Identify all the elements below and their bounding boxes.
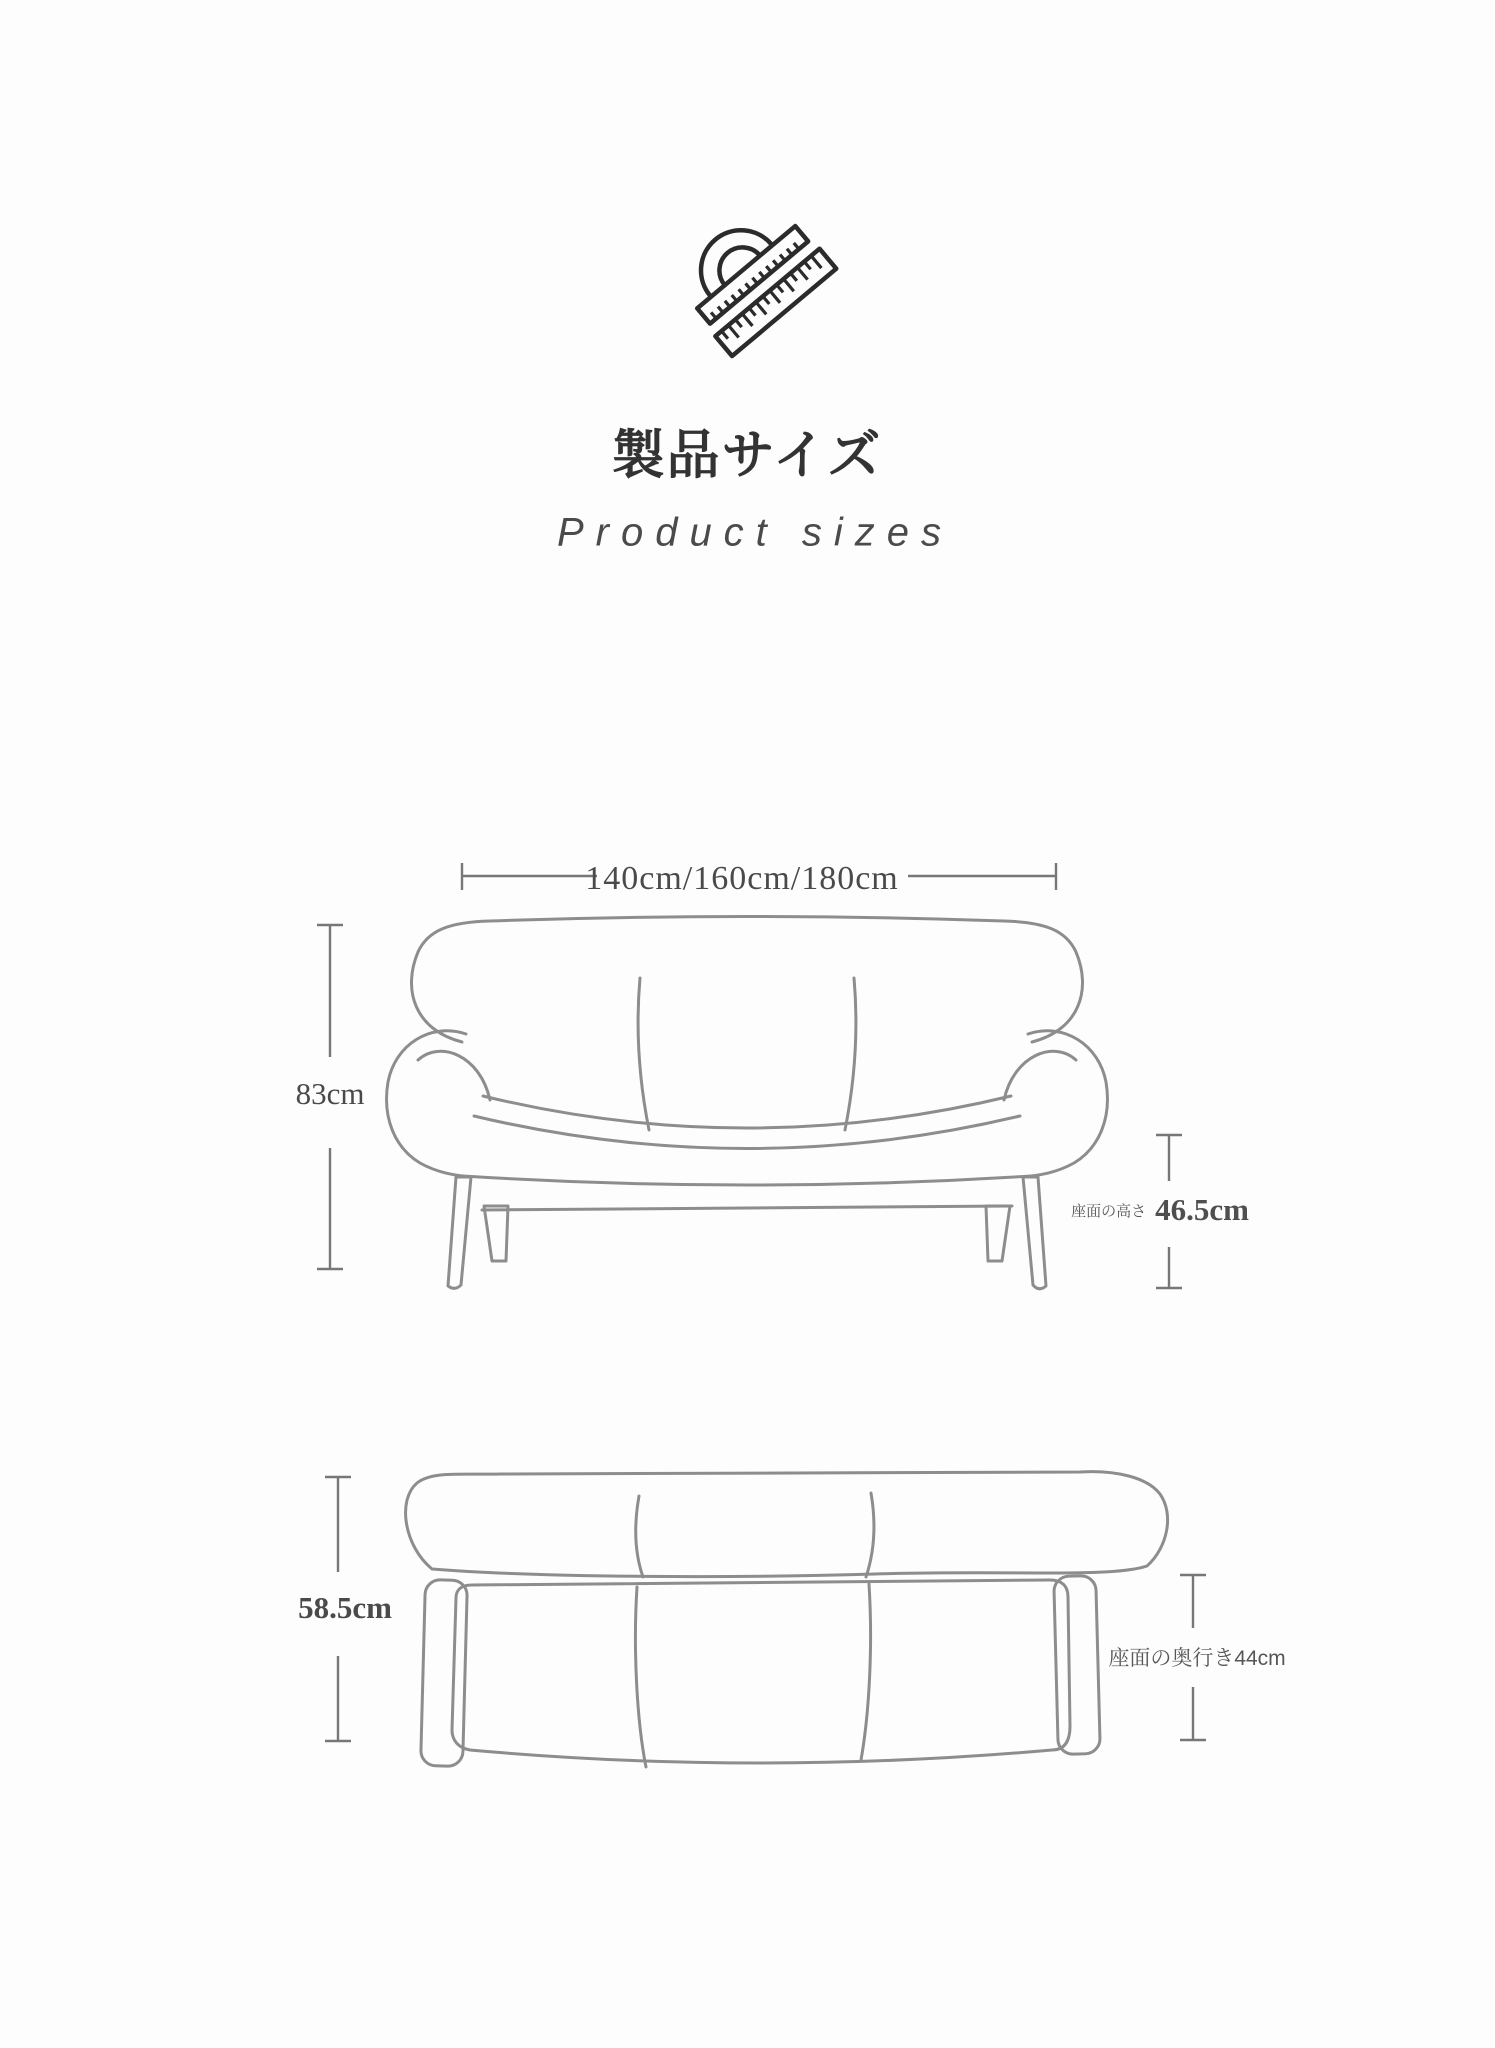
top-depth-label: 58.5cm [298,1590,392,1625]
front-width-label: 140cm/160cm/180cm [585,860,899,897]
front-seat-height-label [1071,1192,1249,1228]
page-subtitle: Product sizes [556,510,954,555]
sofa-front-view-drawing [387,917,1108,1289]
top-seat-depth-label: 座面の奥行き44cm [1108,1647,1286,1670]
ruler-protractor-icon [668,192,836,356]
page-title: 製品サイズ [611,426,883,485]
seat-height-value: 46.5cm [1155,1192,1249,1227]
seat-height-prefix: 座面の高さ [1071,1202,1147,1220]
front-height-label: 83cm [295,1076,365,1111]
sofa-top-view-drawing [406,1472,1168,1767]
